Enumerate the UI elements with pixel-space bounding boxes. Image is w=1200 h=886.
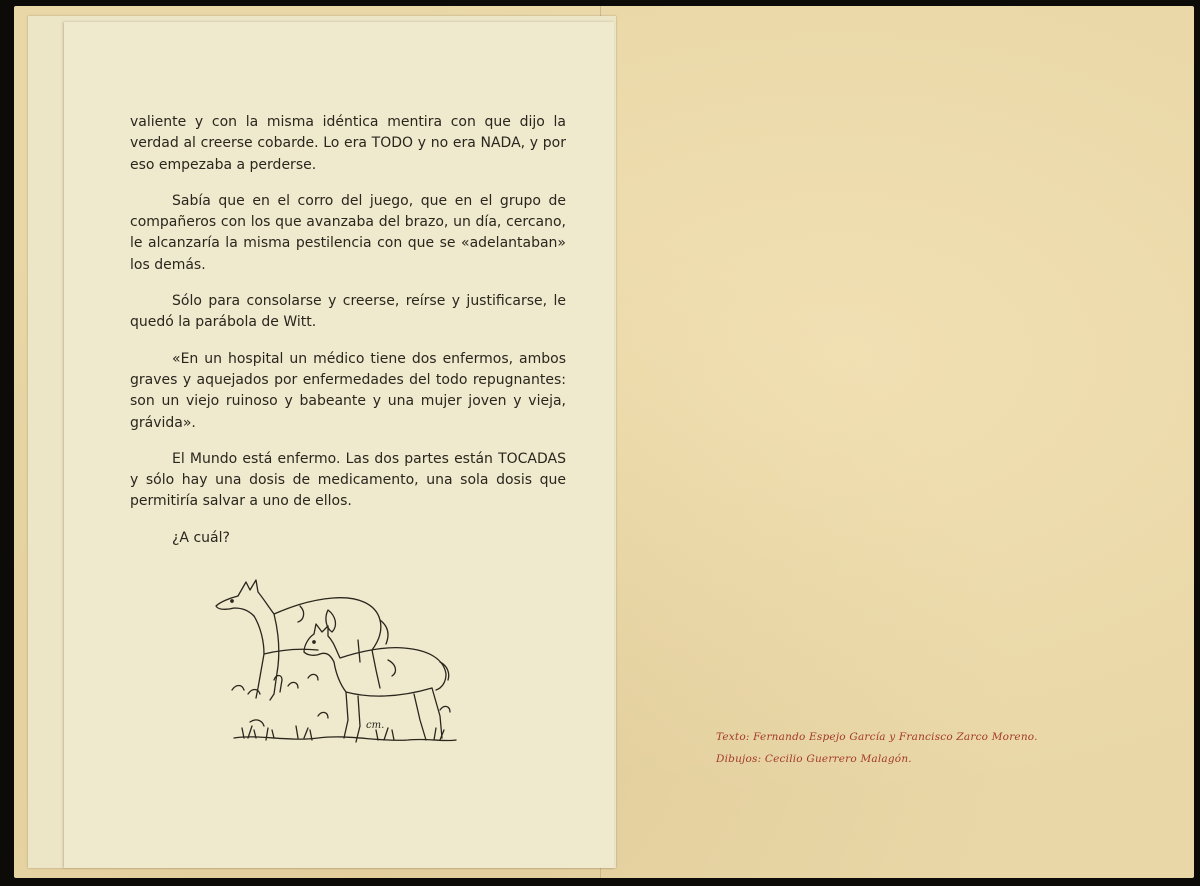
credits xyxy=(716,726,1156,770)
paragraph-4: «En un hospital un médico tiene dos enfermos, ambos graves y aquejados por enfermedades del todo repugnantes: son un viejo ruinoso y babeante y una mujer joven y vieja, grávida». xyxy=(130,350,566,431)
paragraph-2: Sabía que en el corro del juego, que en el grupo de compañeros con los que avanzaba del brazo, un día, cercano, le alcanzaría la misma pestilencia con que se «adelantaban» los demás. xyxy=(130,192,566,273)
body-text xyxy=(130,112,566,564)
paragraph-1: valiente y con la misma idéntica mentira con que dijo la verdad al creerse cobarde. Lo era TODO y no era NADA, y por eso empezaba a perderse. xyxy=(130,114,566,173)
credit-illustrator: Dibujos: Cecilio Guerrero Malagón. xyxy=(716,753,912,765)
deer-illustration-icon xyxy=(208,570,458,760)
illustration-signature: cm. xyxy=(366,720,385,731)
paragraph-6: ¿A cuál? xyxy=(172,529,230,546)
paragraph-5: El Mundo está enfermo. Las dos partes están TOCADAS y sólo hay una dosis de medicamento, una sola dosis que permitiría salvar a uno de ellos. xyxy=(130,450,566,510)
paragraph-3: Sólo para consolarse y creerse, reírse y justificarse, le quedó la parábola de Witt. xyxy=(130,293,566,331)
credit-text-authors: Texto: Fernando Espejo García y Francisco Zarco Moreno. xyxy=(716,731,1038,743)
